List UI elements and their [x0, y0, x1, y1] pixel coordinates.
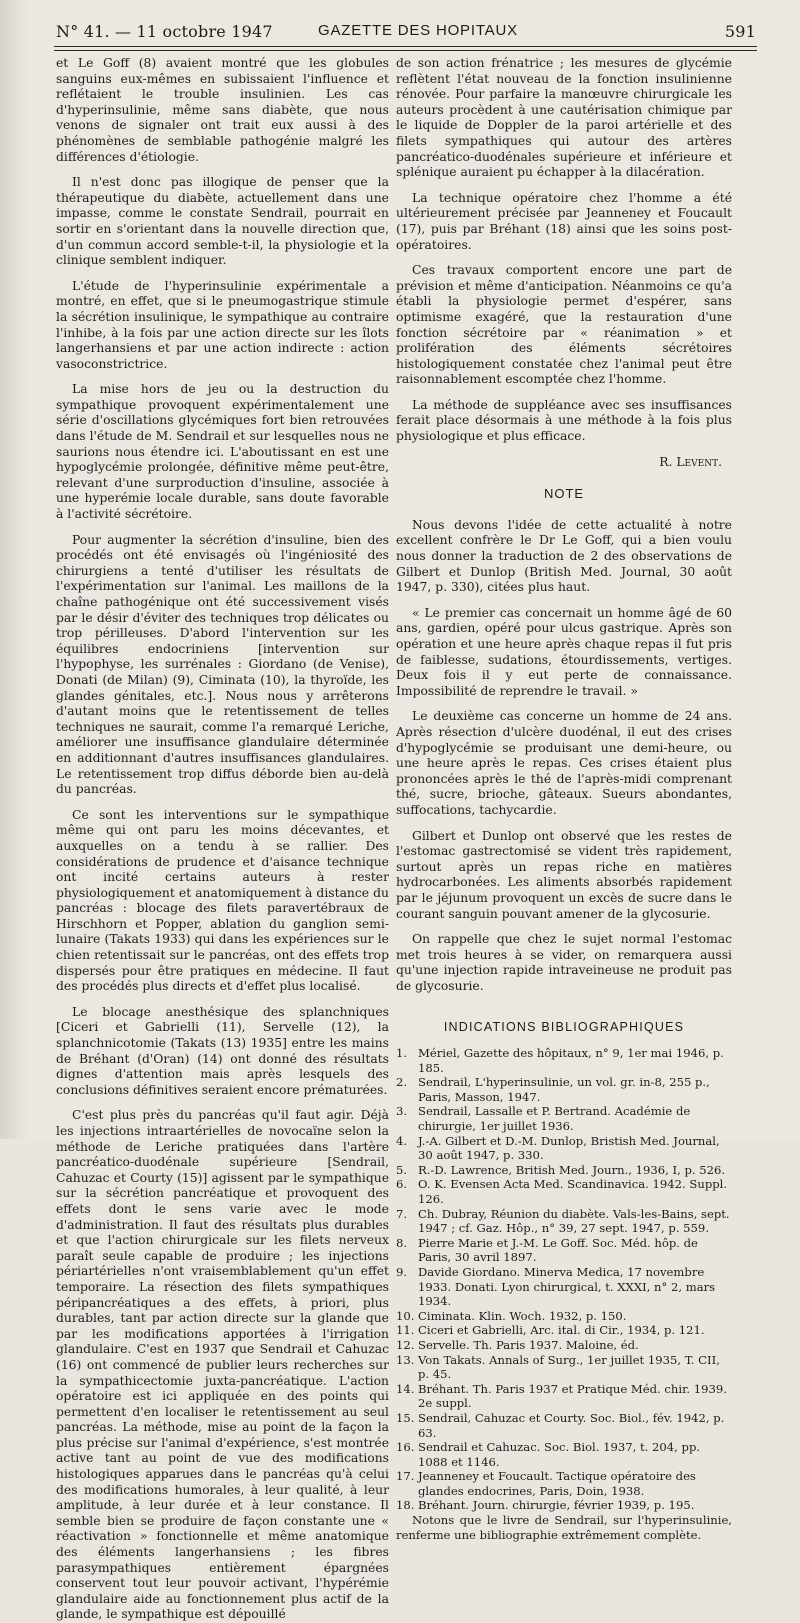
running-header: [56, 22, 756, 44]
paragraph: La technique opératoire chez l'homme a été ultérieurement précisée par Jeanneney et Foucault (17), puis par Bréhant (18) ainsi que les soins post-opératoires.: [396, 190, 732, 252]
note-paragraph: On rappelle que chez le sujet normal l'estomac met trois heures à se vider, on remarquera aussi qu'une injection rapide intraveineuse ne produit pas de glycosurie.: [396, 932, 732, 993]
paragraph: Il n'est donc pas illogique de penser que la thérapeutique du diabète, actuellement dans une impasse, comme le constate Sendrail, pourrait en sortir en s'orientant dans la nouvelle direction que, d'un commun accord semble-t-il, la physiologie et la clinique semblent indiquer.: [56, 175, 389, 268]
reference-number: 14.: [396, 1381, 415, 1396]
paragraph: La mise hors de jeu ou la destruction du sympathique provoquent expérimentalement une série d'oscillations glycémiques fort bien retrouvées dans l'étude de M. Sendrail et sur lesquelles nous ne saurions nous étendre ici. L'aboutissant en est une hypoglycémie prolongée, définitive même peut-être, relevant d'une surproduction d'insuline, associée à une hyperémie locale durable, sans doute favorable à l'activité sécrétoire.: [56, 382, 389, 522]
reference-number: 8.: [396, 1235, 408, 1250]
reference-number: 11.: [396, 1323, 415, 1338]
reference-text: Ciceri et Gabrielli, Arc. ital. di Cir., 1934, p. 121.: [418, 1323, 705, 1338]
reference-number: 4.: [396, 1133, 408, 1148]
reference-item: [396, 1207, 732, 1236]
reference-text: Davide Giordano. Minerva Medica, 17 novembre 1933. Donati. Lyon chirurgical, t. XXXI, n° 2, mars 1934.: [418, 1264, 716, 1309]
reference-text: Ch. Dubray, Réunion du diabète. Vals-les-Bains, sept. 1947 ; cf. Gaz. Hôp., n° 39, 27 sept. 1947, p. 559.: [418, 1206, 730, 1236]
page-number: 591: [724, 22, 756, 41]
reference-text: Bréhant. Th. Paris 1937 et Pratique Méd. chir. 1939. 2e suppl.: [418, 1381, 727, 1411]
right-column: [396, 56, 732, 1542]
reference-item: [396, 1177, 732, 1206]
paragraph: Ce sont les interventions sur le sympathique même qui ont paru les moins décevantes, et auxquelles on a tendu à se rallier. Des considérations de prudence et d'aisance technique ont incité certains auteurs à rester physiologiquement et anatomiquement à distance du pancréas : blocage des filets paravertébraux de Hirschhorn et Popper, ablation du ganglion semi-lunaire (Takats 1933) qui dans les expériences sur le chien retentissait sur le pancréas, ont des effets trop dispersés pour être pratiques en médecine. Il faut des procédés plus directs et d'effet plus localisé.: [56, 807, 389, 994]
reference-item: [396, 1353, 732, 1382]
paragraph: Pour augmenter la sécrétion d'insuline, bien des procédés ont été envisagés où l'ingéniosité des chirurgiens a tenté d'utiliser les résultats de l'expérimentation sur l'animal. Les maillons de la chaîne pathogénique ont été successivement visés par le désir d'éviter des techniques trop délicates ou trop périlleuses. D'abord l'intervention sur les équilibres endocriniens [intervention sur l'hypophyse, les surrénales : Giordano (de Venise), Donati (de Milan) (9), Ciminata (10), la thyroïde, les glandes génitales, etc.]. Nous nous y arrêterons d'autant moins que le retentissement de telles techniques ne saurait, comme l'a remarqué Leriche, améliorer une insuffisance glandulaire déterminée en additionnant d'autres insuffisances glandulaires. Le retentissement trop diffus déborde bien au-delà du pancréas.: [56, 532, 389, 797]
reference-number: 5.: [396, 1162, 408, 1177]
reference-item: [396, 1323, 732, 1338]
reference-number: 6.: [396, 1177, 408, 1192]
reference-list: [396, 1046, 732, 1513]
paragraph: Le blocage anesthésique des splanchniques [Ciceri et Gabrielli (11), Servelle (12), la splanchnicotomie (Takats (13) 1935] entre les mains de Bréhant (d'Oran) (14) ont donné des résultats dignes d'attention mais après lesquels des conclusions définitives seraient encore prématurées.: [56, 1004, 389, 1097]
reference-text: R.-D. Lawrence, British Med. Journ., 1936, I, p. 526.: [418, 1162, 726, 1177]
reference-item: [396, 1075, 732, 1104]
reference-text: Servelle. Th. Paris 1937. Maloine, éd.: [418, 1337, 639, 1352]
reference-item: [396, 1236, 732, 1265]
reference-text: Sendrail, Lassalle et P. Bertrand. Académie de chirurgie, 1er juillet 1936.: [418, 1104, 691, 1134]
header-rule-thin: [54, 50, 757, 51]
bibliography-heading: INDICATIONS BIBLIOGRAPHIQUES: [443, 1020, 685, 1035]
reference-number: 12.: [396, 1337, 415, 1352]
reference-text: Pierre Marie et J.-M. Le Goff. Soc. Méd. hôp. de Paris, 30 avril 1897.: [418, 1235, 698, 1265]
reference-text: Mériel, Gazette des hôpitaux, n° 9, 1er mai 1946, p. 185.: [418, 1046, 724, 1075]
reference-item: [396, 1104, 732, 1133]
reference-text: Jeanneney et Foucault. Tactique opératoire des glandes endocrines, Paris, Doin, 1938.: [418, 1469, 696, 1498]
reference-text: Sendrail, L'hyperinsulinie, un vol. gr. in-8, 255 p., Paris, Masson, 1947.: [418, 1075, 710, 1104]
reference-text: Sendrail, Cahuzac et Courty. Soc. Biol., fév. 1942, p. 63.: [418, 1410, 725, 1440]
paragraph: Ces travaux comportent encore une part de prévision et même d'anticipation. Néanmoins ce qu'a établi la physiologie permet d'espérer, sans optimisme exagéré, que la restauration d'une fonction sécrétoire par « réanimation » et prolifération des éléments sécrétoires histologiquement constatée chez l'animal peut être raisonnablement escomptée chez l'homme.: [396, 263, 732, 387]
reference-text: J.-A. Gilbert et D.-M. Dunlop, Bristish Med. Journal, 30 août 1947, p. 330.: [418, 1133, 720, 1163]
reference-item: [396, 1309, 732, 1324]
reference-item: [396, 1382, 732, 1411]
header-rule: [54, 46, 757, 47]
note-paragraph: Nous devons l'idée de cette actualité à notre excellent confrère le Dr Le Goff, qui a bien voulu nous donner la traduction de 2 des observations de Gilbert et Dunlop (British Med. Journal, 30 août 1947, p. 330), citées plus haut.: [396, 517, 732, 595]
issue-number: N° 41. — 11 octobre 1947: [56, 22, 273, 41]
note-heading: NOTE: [543, 486, 585, 502]
reference-number: 9.: [396, 1264, 408, 1279]
reference-text: Sendrail et Cahuzac. Soc. Biol. 1937, t. 204, pp. 1088 et 1146.: [418, 1440, 701, 1469]
reference-text: Ciminata. Klin. Woch. 1932, p. 150.: [418, 1308, 627, 1323]
reference-number: 17.: [396, 1469, 415, 1484]
reference-text: O. K. Evensen Acta Med. Scandinavica. 1942. Suppl. 126.: [418, 1177, 728, 1206]
reference-item: [396, 1265, 732, 1309]
paragraph: C'est plus près du pancréas qu'il faut agir. Déjà les injections intraartérielles de novocaïne selon la méthode de Leriche pratiquées dans l'artère pancréatico-duodénale supérieure [Sendrail, Cahuzac et Courty (15)] agissent par le sympathique sur la sécrétion pancréatique et provoquent des effets dont le sens varie avec le mode d'administration. Il faut des résultats plus durables et que l'action chirurgicale sur les filets nerveux paraît seule capable de produire ; les injections périartérielles n'ont vraisemblablement qu'un effet temporaire. La résection des filets sympathiques péripancréatiques a des effets, à priori, plus durables, tant par action directe sur la glande que par les modifications apportées à l'irrigation glandulaire. C'est en 1937 que Sendrail et Cahuzac (16) ont commencé de publier leurs recherches sur la sympathicectomie juxta-pancréatique. L'action opératoire est ici appliquée en des points qui permettent d'en localiser le retentissement au seul pancréas. La méthode, mise au point de la façon la plus précise sur l'animal d'expérience, s'est montrée active tant au point de vue des modifications histologiques apparues dans le pancréas qu'à celui des modifications humorales, à leur qualité, à leur amplitude, à leur durée et à leur constance. Il semble bien se produire de façon constante une « réactivation » fonctionnelle et même anatomique des éléments langerhansiens ; les fibres parasympathiques entièrement épargnées conservent tout leur pouvoir activant, l'hypérémie glandulaire aide au fonctionnement plus actif de la glande, le sympathique est dépouillé: [56, 1108, 389, 1622]
reference-item: [396, 1440, 732, 1469]
reference-number: 16.: [396, 1440, 415, 1455]
note-paragraph: Gilbert et Dunlop ont observé que les restes de l'estomac gastrectomisé se vident très rapidement, surtout après un repas riche en matières hydrocarbonées. Les aliments absorbés rapidement par le jéjunum provoquent un excès de sucre dans le courant sanguin pouvant amener de la glycosurie.: [396, 828, 732, 921]
reference-number: 2.: [396, 1075, 408, 1090]
reference-number: 10.: [396, 1308, 415, 1323]
reference-item: [396, 1134, 732, 1163]
reference-number: 18.: [396, 1498, 415, 1513]
author-signature: R. Levent.: [659, 454, 722, 469]
reference-number: 13.: [396, 1352, 415, 1367]
journal-title: GAZETTE DES HOPITAUX: [318, 22, 518, 39]
reference-text: Bréhant. Journ. chirurgie, février 1939, p. 195.: [418, 1498, 695, 1513]
reference-number: 3.: [396, 1104, 408, 1119]
note-paragraph: Le deuxième cas concerne un homme de 24 ans. Après résection d'ulcère duodénal, il eut des crises d'hypoglycémie se produisant une demi-heure, ou une heure après le repas. Ces crises étaient plus prononcées après le thé de l'après-midi comprenant thé, sucre, brioche, gâteaux. Sueurs abondantes, suffocations, tachycardie.: [396, 709, 732, 817]
reference-item: [396, 1338, 732, 1353]
paragraph: La méthode de suppléance avec ses insuffisances ferait place désormais à une méthode à la fois plus physiologique et plus efficace.: [396, 397, 732, 444]
reference-text: Von Takats. Annals of Surg., 1er juillet 1935, T. CII, p. 45.: [418, 1352, 720, 1382]
reference-item: [396, 1046, 732, 1075]
reference-item: [396, 1498, 732, 1513]
page-margin-shadow: [0, 0, 28, 1139]
reference-number: 15.: [396, 1410, 415, 1425]
closing-note: Notons que le livre de Sendrail, sur l'hyperinsulinie, renferme une bibliographie extrêmement complète.: [396, 1513, 732, 1542]
reference-item: [396, 1411, 732, 1440]
reference-item: [396, 1469, 732, 1498]
reference-item: [396, 1163, 732, 1178]
left-column: [56, 56, 389, 1623]
paragraph: et Le Goff (8) avaient montré que les globules sanguins eux-mêmes en subissaient l'influence et reflétaient le trouble insulinien. Les cas d'hyperinsulinie, même sans diabète, que nous venons de signaler ont trait eux aussi à des phénomènes de semblable pathogénie malgré les différences d'étiologie.: [56, 56, 389, 164]
paragraph: L'étude de l'hyperinsulinie expérimentale a montré, en effet, que si le pneumogastrique stimule la sécrétion insulinique, le sympathique au contraire l'inhibe, à la fois par une action directe sur les îlots langerhansiens et par une action indirecte : action vasoconstrictrice.: [56, 278, 389, 371]
note-paragraph: « Le premier cas concernait un homme âgé de 60 ans, gardien, opéré pour ulcus gastrique. Après son opération et une heure après chaque repas il fut pris de faiblesse, sudations, étourdissements, vertiges. Deux fois il y eut perte de connaissance. Impossibilité de reprendre le travail. »: [396, 605, 732, 698]
paragraph: de son action frénatrice ; les mesures de glycémie reflètent l'état nouveau de la fonction insulinienne rénovée. Pour parfaire la manœuvre chirurgicale les auteurs procèdent à une cautérisation chimique par le liquide de Doppler de la paroi artérielle et des filets sympathiques qui autour des artères pancréatico-duodénales supérieure et inférieure et splénique auraient pu échapper à la dilacération.: [396, 56, 732, 180]
reference-number: 1.: [396, 1046, 408, 1061]
reference-number: 7.: [396, 1206, 408, 1221]
